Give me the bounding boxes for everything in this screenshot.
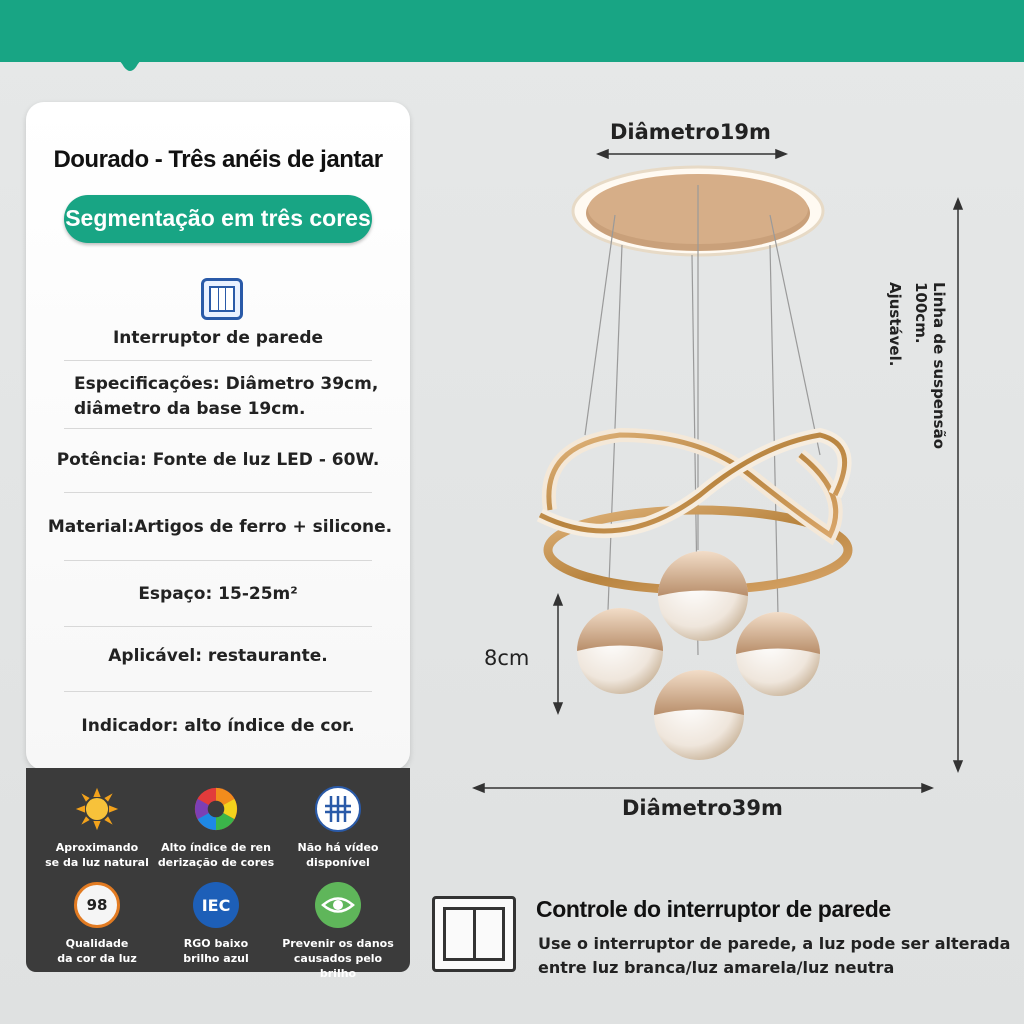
divider — [64, 360, 372, 361]
feature-label: Aproximando — [55, 841, 139, 854]
switch-control-title: Controle do interruptor de parede — [536, 896, 891, 922]
divider — [64, 691, 372, 692]
top-diameter-label: Diâmetro19m — [610, 120, 771, 144]
feature-natural-light — [38, 786, 156, 870]
description-line: entre luz branca/luz amarela/luz neutra — [538, 958, 895, 977]
top-banner — [0, 0, 1024, 62]
suspension-line-1: Linha de suspensão 100cm. — [912, 282, 948, 450]
feature-label: RGO baixo — [183, 937, 249, 950]
ball-height-label: 8cm — [484, 646, 530, 670]
feature-color-quality — [38, 882, 156, 966]
spec-diameter: Especificações: Diâmetro 39cm, — [74, 374, 379, 394]
eye-protection-icon — [315, 882, 361, 928]
feature-label: da cor da luz — [57, 952, 137, 965]
feature-label: Qualidade — [65, 937, 129, 950]
feature-label: derização de cores — [157, 856, 275, 869]
feature-label: brilho azul — [183, 952, 249, 965]
switch-control-description — [538, 932, 1018, 980]
feature-low-blue-light — [157, 882, 275, 966]
spec-indicator: Indicador: alto índice de cor. — [81, 716, 355, 736]
divider — [64, 492, 372, 493]
product-title: Dourado - Três anéis de jantar — [53, 146, 383, 173]
wall-switch-icon — [201, 278, 243, 320]
banner-notch — [0, 55, 1024, 79]
cri-98-icon: 98 — [74, 882, 120, 928]
chandelier-illustration — [470, 115, 970, 815]
iec-icon: IEC — [193, 882, 239, 928]
sun-icon — [74, 786, 120, 832]
bottom-diameter-label: Diâmetro39m — [622, 796, 783, 820]
divider — [64, 428, 372, 429]
color-wheel-icon — [193, 786, 239, 832]
no-flicker-icon — [315, 786, 361, 832]
suspension-line-2: Ajustável. — [886, 282, 904, 367]
suspension-label — [886, 282, 954, 512]
feature-label: Prevenir os danos — [282, 937, 394, 950]
feature-color-rendering — [157, 786, 275, 870]
spec-space: Espaço: 15-25m² — [138, 584, 298, 604]
spec-applicable: Aplicável: restaurante. — [108, 646, 328, 666]
feature-label: Alto índice de ren — [161, 841, 271, 854]
feature-glare-protection — [279, 882, 397, 981]
switch-label: Interruptor de parede — [112, 328, 324, 348]
spec-base-diameter: diâmetro da base 19cm. — [74, 399, 306, 419]
divider — [64, 560, 372, 561]
feature-label: causados pelo brilho — [293, 952, 383, 980]
feature-label: se da luz natural — [45, 856, 149, 869]
feature-label: Não há vídeo — [297, 841, 379, 854]
double-switch-icon — [432, 896, 516, 972]
divider — [64, 626, 372, 627]
description-line: Use o interruptor de parede, a luz pode ser alterada — [538, 934, 1011, 953]
feature-label: disponível — [306, 856, 370, 869]
three-color-badge: Segmentação em três cores — [64, 195, 372, 243]
spec-material: Material:Artigos de ferro + silicone. — [47, 517, 393, 537]
spec-power: Potência: Fonte de luz LED - 60W. — [56, 450, 380, 470]
feature-no-flicker — [279, 786, 397, 870]
